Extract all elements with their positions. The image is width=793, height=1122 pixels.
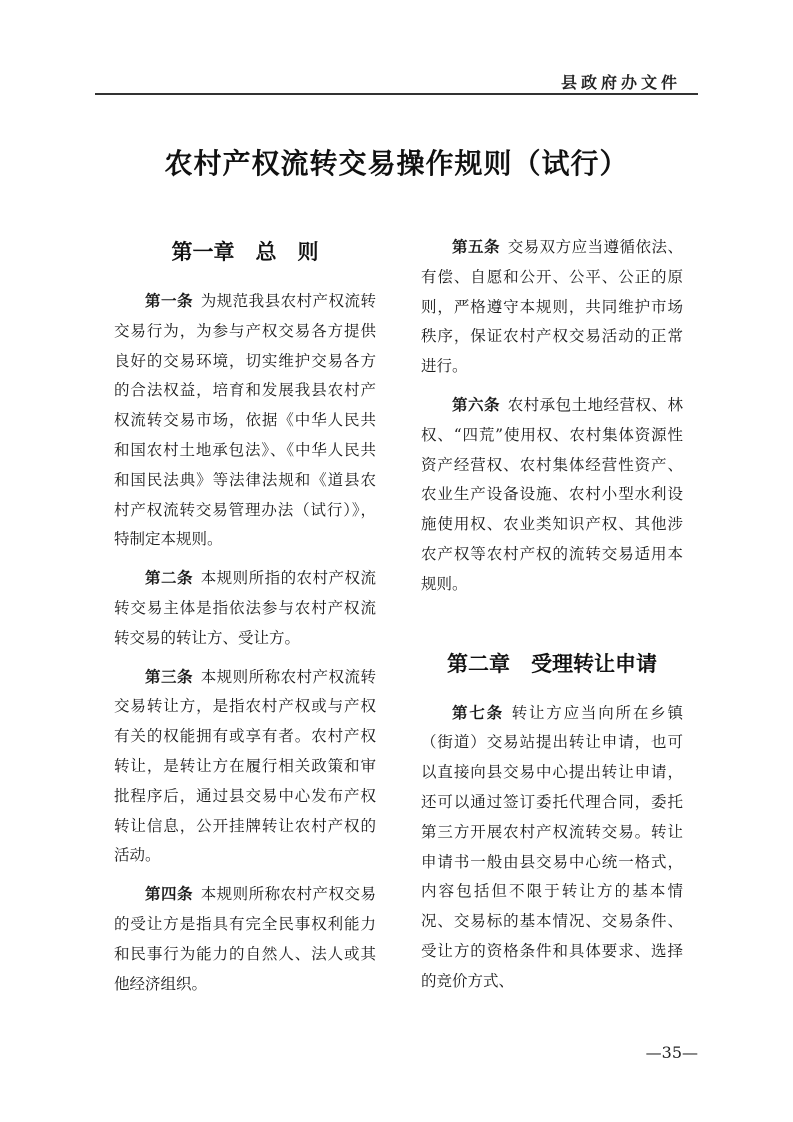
article-number: 第二条	[145, 568, 193, 588]
article-3	[114, 662, 376, 872]
article-number: 第七条	[452, 702, 504, 722]
article-number: 第三条	[145, 666, 193, 686]
article-text: 为规范我县农村产权流转交易行为，为参与产权交易各方提供良好的交易环境，切实维护交易各方的合法权益，培育和发展我县农村产权流转交易市场，依据《中华人民共和国农村土地承包法》、《中华人民共和国民法典》等法律法规和《道县农村产权流转交易管理办法（试行）》，特制定本规则。	[114, 292, 376, 549]
chapter-2-title: 第二章 受理转让申请	[447, 651, 657, 676]
article-number: 第五条	[452, 237, 500, 256]
page-number: —35—	[645, 1043, 698, 1062]
chapter-1-title: 第一章 总 则	[171, 240, 319, 264]
document-source-label: 县政府办文件	[560, 73, 681, 92]
article-5	[421, 232, 683, 382]
article-text: 本规则所指的农村产权流转交易主体是指依法参与农村产权流转交易的转让方、受让方。	[114, 569, 376, 647]
article-1	[114, 286, 376, 555]
article-2	[114, 563, 376, 653]
article-text: 本规则所称农村产权流转交易转让方，是指农村产权或与产权有关的权能拥有或享有者。农村产权转让，是转让方在履行相关政策和审批程序后，通过县交易中心发布产权转让信息，公开挂牌转让农村产权的活动。	[114, 667, 376, 865]
article-number: 第六条	[452, 394, 500, 414]
article-text: 交易双方应当遵循依法、有偿、自愿和公开、公平、公正的原则，严格遵守本规则，共同维护市场秩序，保证农村产权交易活动的正常进行。	[421, 238, 683, 376]
article-text: 转让方应当向所在乡镇（街道）交易站提出转让申请，也可以直接向县交易中心提出转让申请，还可以通过签订委托代理合同，委托第三方开展农村产权流转交易。转让申请书一般由县交易中心统一格式，内容包括但不限于转让方的基本情况、交易标的基本情况、交易条件、受让方的资格条件和具体要求、选择的竞价方式、	[421, 703, 683, 990]
document-title: 农村产权流转交易操作规则（试行）	[164, 147, 629, 180]
right-column	[421, 232, 683, 1005]
article-text: 农村承包土地经营权、林权、“四荒”使用权、农村集体资源性资产经营权、农村集体经营性资产、农业生产设备设施、农村小型水利设施使用权、农业类知识产权、其他涉农产权等农村产权的流转交易适用本规则。	[421, 395, 683, 593]
article-4	[114, 879, 376, 999]
article-number: 第一条	[145, 291, 193, 310]
article-7	[421, 698, 683, 997]
article-6	[421, 390, 683, 600]
header-rule	[95, 93, 698, 95]
article-text: 本规则所称农村产权交易的受让方是指具有完全民事权利能力和民事行为能力的自然人、法人或其他经济组织。	[114, 885, 376, 993]
article-number: 第四条	[145, 884, 193, 904]
left-column	[114, 232, 376, 1007]
